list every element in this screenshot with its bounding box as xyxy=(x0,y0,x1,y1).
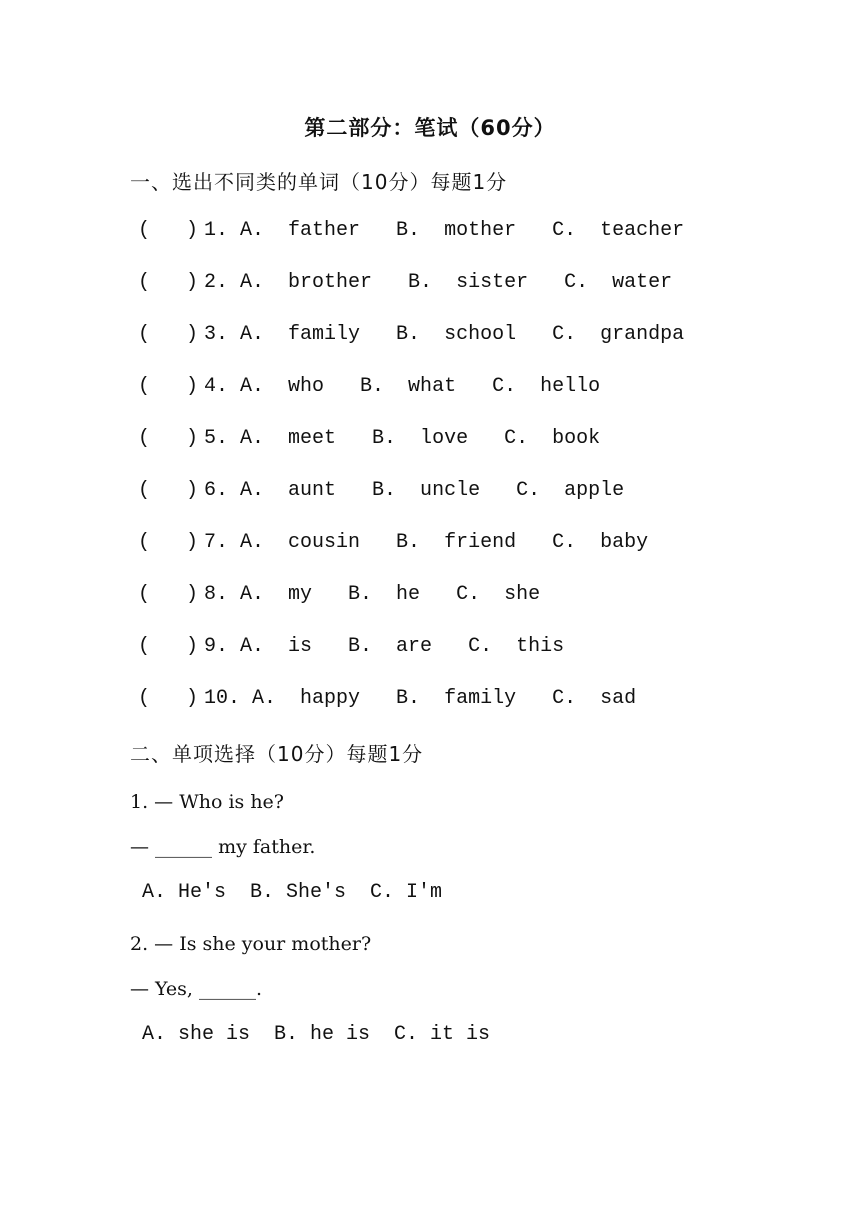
question-options: A. she is B. he is C. it is xyxy=(142,1023,491,1046)
answer-blank-close: ) xyxy=(186,635,199,658)
answer-blank-close: ) xyxy=(186,583,199,606)
item-options: A. cousin B. friend C. baby xyxy=(240,531,649,554)
answer-blank-close: ) xyxy=(186,219,199,242)
item-options: A. family B. school C. grandpa xyxy=(240,323,685,346)
list-item xyxy=(138,687,636,710)
item-options: A. brother B. sister C. water xyxy=(240,271,673,294)
answer-blank-open: ( xyxy=(138,583,151,606)
item-options: A. who B. what C. hello xyxy=(240,375,601,398)
answer-blank-open: ( xyxy=(138,531,151,554)
answer-blank-close: ) xyxy=(186,375,199,398)
answer-blank-close: ) xyxy=(186,427,199,450)
list-item xyxy=(138,635,564,658)
item-number: 10. xyxy=(204,687,241,710)
answer-blank-open: ( xyxy=(138,375,151,398)
answer-blank-close: ) xyxy=(186,271,199,294)
answer-blank-open: ( xyxy=(138,479,151,502)
answer-blank-open: ( xyxy=(138,271,151,294)
item-options: A. aunt B. uncle C. apple xyxy=(240,479,625,502)
section2-heading: 二、单项选择（10分）每题1分 xyxy=(130,742,424,766)
answer-blank-open: ( xyxy=(138,323,151,346)
answer-blank-open: ( xyxy=(138,219,151,242)
page-title: 第二部分：笔试（60分） xyxy=(304,116,556,140)
list-item xyxy=(138,531,648,554)
item-number: 5. xyxy=(204,427,229,450)
answer-blank-open: ( xyxy=(138,687,151,710)
question-answer-line: — Yes, ______. xyxy=(130,978,263,1000)
answer-blank-close: ) xyxy=(186,323,199,346)
item-number: 2. xyxy=(204,271,229,294)
list-item xyxy=(138,427,600,450)
question-options: A. He's B. She's C. I'm xyxy=(142,881,443,904)
item-options: A. is B. are C. this xyxy=(240,635,565,658)
list-item xyxy=(138,479,624,502)
list-item xyxy=(138,583,540,606)
item-options: A. meet B. love C. book xyxy=(240,427,601,450)
answer-blank-close: ) xyxy=(186,531,199,554)
question-prompt: 2. — Is she your mother? xyxy=(130,933,372,955)
item-number: 7. xyxy=(204,531,229,554)
item-number: 1. xyxy=(204,219,229,242)
answer-blank-open: ( xyxy=(138,635,151,658)
section1-heading: 一、选出不同类的单词（10分）每题1分 xyxy=(130,170,508,194)
item-number: 9. xyxy=(204,635,229,658)
list-item xyxy=(138,323,684,346)
answer-blank-close: ) xyxy=(186,687,199,710)
list-item xyxy=(138,219,684,242)
answer-blank-open: ( xyxy=(138,427,151,450)
question-answer-line: — ______ my father. xyxy=(130,836,316,858)
list-item xyxy=(138,271,672,294)
item-number: 3. xyxy=(204,323,229,346)
item-options: A. happy B. family C. sad xyxy=(252,687,637,710)
list-item xyxy=(138,375,600,398)
item-options: A. father B. mother C. teacher xyxy=(240,219,685,242)
item-number: 8. xyxy=(204,583,229,606)
item-number: 4. xyxy=(204,375,229,398)
answer-blank-close: ) xyxy=(186,479,199,502)
item-options: A. my B. he C. she xyxy=(240,583,541,606)
question-prompt: 1. — Who is he? xyxy=(130,791,284,813)
item-number: 6. xyxy=(204,479,229,502)
